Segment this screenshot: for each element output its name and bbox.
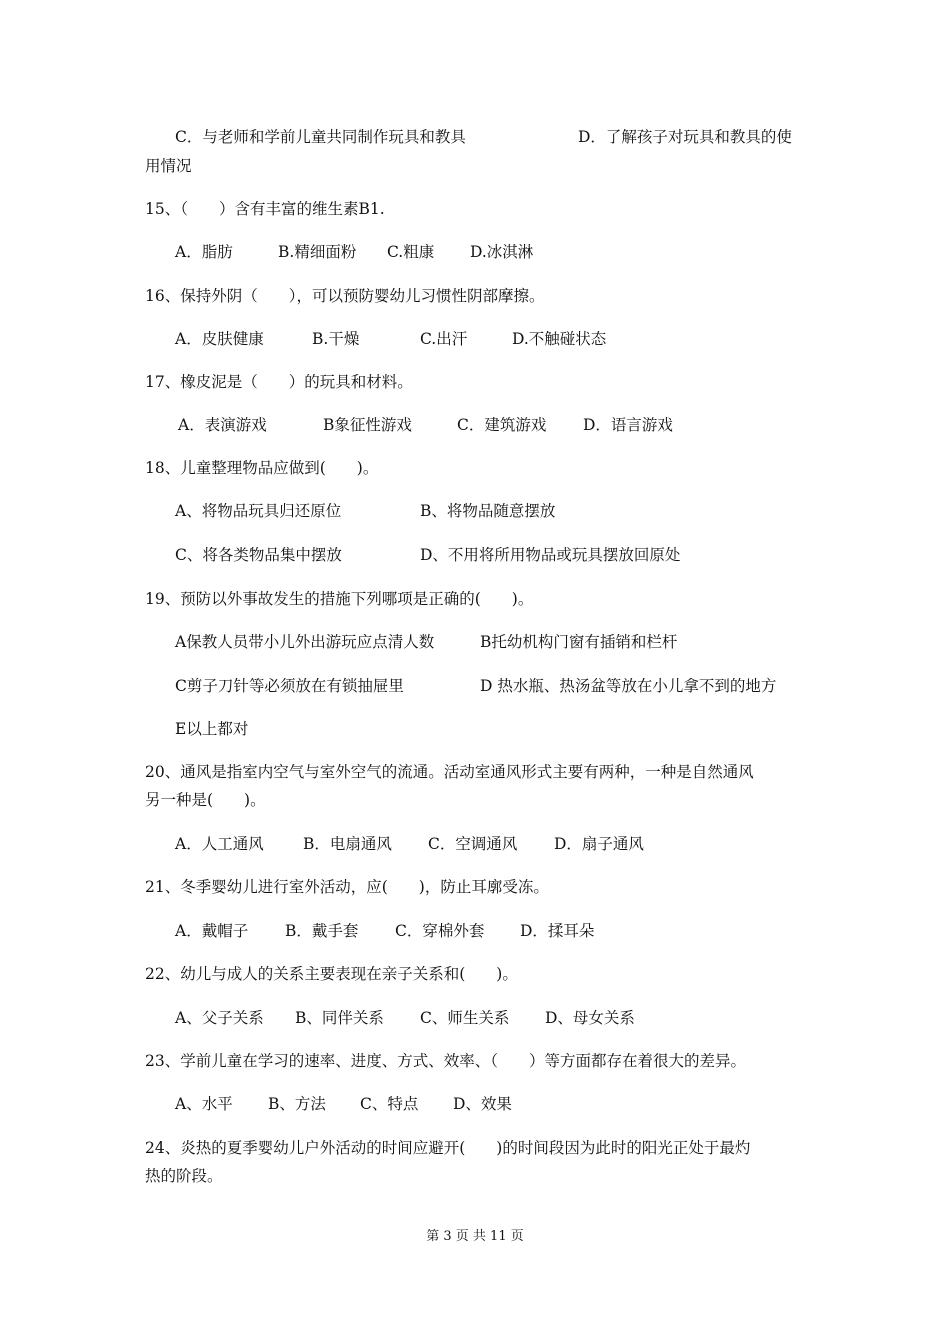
q18-option-b: B、将物品随意摆放 — [420, 502, 556, 520]
q15-stem: 15、（ ）含有丰富的维生素B1. — [145, 200, 385, 218]
q15-option-b: B.精细面粉 — [278, 243, 357, 261]
q17-option-c: C．建筑游戏 — [457, 416, 547, 434]
q18-stem: 18、儿童整理物品应做到( )。 — [145, 459, 379, 477]
q20-option-b: B．电扇通风 — [303, 835, 392, 853]
q16-option-c: C.出汗 — [420, 330, 468, 348]
q16-stem: 16、保持外阴（ ），可以预防婴幼儿习惯性阴部摩擦。 — [145, 287, 545, 305]
q18-option-a: A、将物品玩具归还原位 — [175, 502, 342, 520]
q23-option-a: A、水平 — [175, 1095, 233, 1113]
q14-option-d-continuation: 用情况 — [145, 157, 192, 175]
q20-option-d: D．扇子通风 — [554, 835, 644, 853]
q14-option-d: D．了解孩子对玩具和教具的使 — [578, 128, 792, 146]
q22-option-c: C、师生关系 — [420, 1009, 510, 1027]
q16-option-d: D.不触碰状态 — [512, 330, 607, 348]
q15-option-c: C.粗康 — [387, 243, 435, 261]
q17-option-d: D．语言游戏 — [583, 416, 673, 434]
q18-option-c: C、将各类物品集中摆放 — [175, 546, 342, 564]
q22-option-b: B、同伴关系 — [295, 1009, 384, 1027]
q22-stem: 22、幼儿与成人的关系主要表现在亲子关系和( )。 — [145, 965, 518, 983]
q19-option-e: E以上都对 — [175, 720, 249, 738]
q22-option-a: A、父子关系 — [175, 1009, 264, 1027]
q17-option-a: A．表演游戏 — [178, 416, 267, 434]
q19-option-c: C剪子刀针等必须放在有锁抽屉里 — [175, 677, 404, 695]
q15-option-a: A．脂肪 — [175, 243, 233, 261]
q16-option-a: A．皮肤健康 — [175, 330, 264, 348]
q19-option-b: B托幼机构门窗有插销和栏杆 — [480, 633, 678, 651]
q22-option-d: D、母女关系 — [545, 1009, 635, 1027]
q20-stem: 20、通风是指室内空气与室外空气的流通。活动室通风形式主要有两种，一种是自然通风 — [145, 763, 754, 781]
q17-option-b: B象征性游戏 — [323, 416, 412, 434]
q20-option-c: C．空调通风 — [428, 835, 518, 853]
q21-option-d: D．揉耳朵 — [520, 922, 595, 940]
q17-stem: 17、橡皮泥是（ ）的玩具和材料。 — [145, 373, 413, 391]
page-footer: 第 3 页 共 11 页 — [426, 1229, 524, 1244]
q18-option-d: D、不用将所用物品或玩具摆放回原处 — [420, 546, 681, 564]
q21-option-a: A．戴帽子 — [175, 922, 249, 940]
q21-option-b: B．戴手套 — [285, 922, 359, 940]
q23-option-c: C、特点 — [360, 1095, 419, 1113]
q19-option-a: A保教人员带小儿外出游玩应点清人数 — [175, 633, 435, 651]
q19-stem: 19、预防以外事故发生的措施下列哪项是正确的( )。 — [145, 590, 534, 608]
q14-option-c: C．与老师和学前儿童共同制作玩具和教具 — [175, 128, 466, 146]
q15-option-d: D.冰淇淋 — [470, 243, 534, 261]
q20-stem-continuation: 另一种是( )。 — [145, 791, 266, 809]
q19-option-d: D 热水瓶、热汤盆等放在小儿拿不到的地方 — [480, 677, 777, 695]
q21-stem: 21、冬季婴幼儿进行室外活动，应( )，防止耳廓受冻。 — [145, 878, 549, 896]
q21-option-c: C．穿棉外套 — [395, 922, 485, 940]
q23-stem: 23、学前儿童在学习的速率、进度、方式、效率、（ ）等方面都存在着很大的差异。 — [145, 1052, 746, 1070]
q23-option-d: D、效果 — [453, 1095, 512, 1113]
q24-stem-continuation: 热的阶段。 — [145, 1167, 223, 1185]
q20-option-a: A．人工通风 — [175, 835, 264, 853]
q16-option-b: B.干燥 — [312, 330, 360, 348]
q24-stem: 24、炎热的夏季婴幼儿户外活动的时间应避开( )的时间段因为此时的阳光正处于最灼 — [145, 1139, 751, 1157]
q23-option-b: B、方法 — [268, 1095, 326, 1113]
